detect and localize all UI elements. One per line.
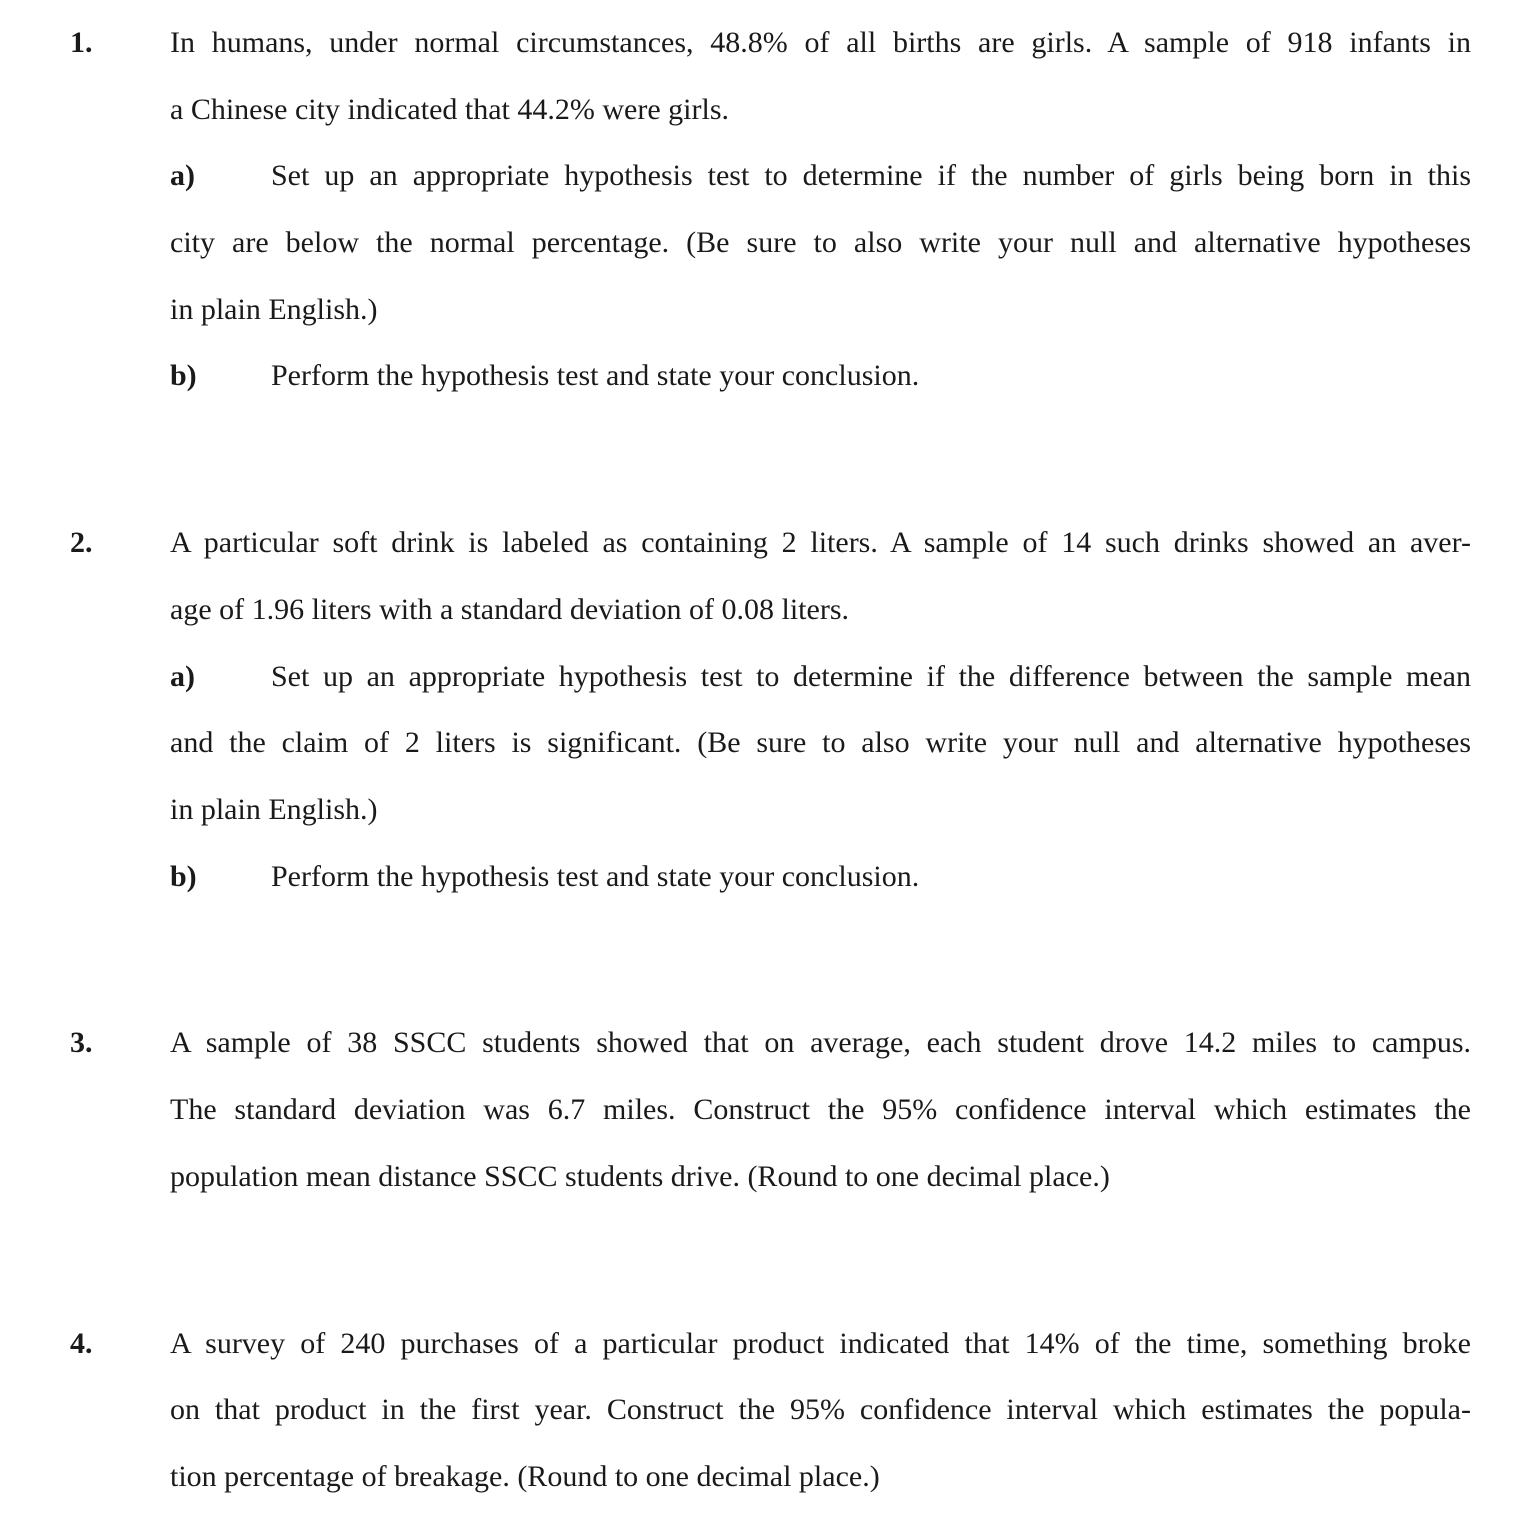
question-number: 1. [70,26,93,59]
question-text-line: age of 1.96 liters with a standard deviation of 0.08 liters. [170,593,849,626]
part-text-line: Perform the hypothesis test and state your conclusion. [271,359,920,392]
question-text-line: In humans, under normal circumstances, 48.8% of all births are girls. A sample of 918 infants in [170,26,1471,59]
part-text-line: in plain English.) [170,793,378,826]
question-text-line: on that product in the first year. Construct the 95% confidence interval which estimates the popula- [170,1393,1471,1426]
question-number: 4. [70,1327,93,1360]
question-text-line: population mean distance SSCC students drive. (Round to one decimal place.) [170,1160,1110,1193]
part-text-line: in plain English.) [170,293,378,326]
part-label: b) [170,860,197,893]
part-text-line: city are below the normal percentage. (Be sure to also write your null and alternative hypotheses [170,226,1471,259]
part-text-line: Perform the hypothesis test and state your conclusion. [271,860,920,893]
part-label: a) [170,159,195,192]
question-number: 3. [70,1026,93,1059]
part-text-line: and the claim of 2 liters is significant. (Be sure to also write your null and alternative hypotheses [170,726,1471,759]
question-text-line: a Chinese city indicated that 44.2% were girls. [170,93,729,126]
question-number: 2. [70,526,93,559]
question-text-line: A particular soft drink is labeled as containing 2 liters. A sample of 14 such drinks showed an aver- [170,526,1471,559]
question-text-line: The standard deviation was 6.7 miles. Construct the 95% confidence interval which estimates the [170,1093,1471,1126]
question-text-line: tion percentage of breakage. (Round to one decimal place.) [170,1460,880,1493]
part-label: b) [170,359,197,392]
question-text-line: A sample of 38 SSCC students showed that on average, each student drove 14.2 miles to campus. [170,1026,1471,1059]
part-text-line: Set up an appropriate hypothesis test to determine if the difference between the sample mean [271,660,1471,693]
part-label: a) [170,660,195,693]
part-text-line: Set up an appropriate hypothesis test to determine if the number of girls being born in this [271,159,1471,192]
question-text-line: A survey of 240 purchases of a particular product indicated that 14% of the time, something broke [170,1327,1471,1360]
